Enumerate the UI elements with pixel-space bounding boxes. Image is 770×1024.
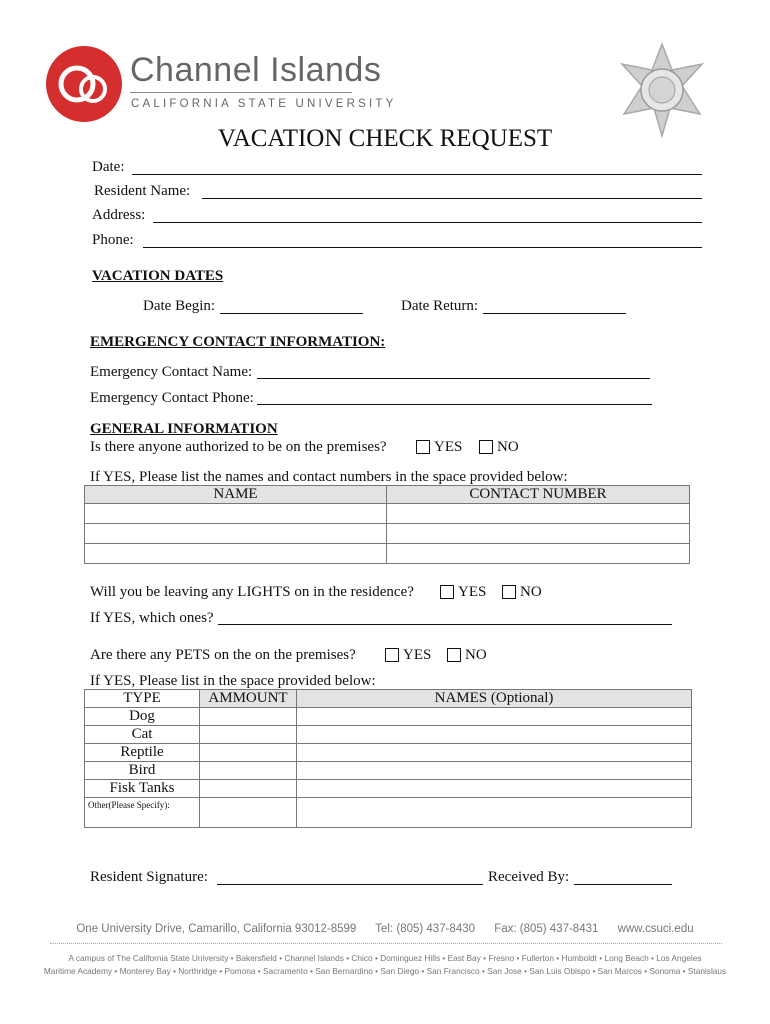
footer-tel: Tel: (805) 437-8430 [375, 923, 476, 935]
footer-website[interactable]: www.csuci.edu [617, 923, 694, 935]
table-row [85, 504, 690, 524]
col-amount-header: AMMOUNT [200, 690, 297, 708]
col-type-header: TYPE [85, 690, 200, 708]
lights-no-checkbox[interactable] [502, 585, 516, 599]
pet-type-cell: Reptile [85, 744, 200, 762]
names-cell[interactable] [297, 762, 692, 780]
emergency-heading: EMERGENCY CONTACT INFORMATION: [90, 334, 386, 350]
received-by-field[interactable] [574, 884, 672, 885]
resident-name-label: Resident Name: [94, 183, 191, 199]
col-name-header: NAME [85, 486, 387, 504]
amount-cell[interactable] [200, 708, 297, 726]
names-cell[interactable] [297, 780, 692, 798]
authorized-yes-checkbox[interactable] [416, 440, 430, 454]
names-cell[interactable] [297, 744, 692, 762]
table-row [85, 524, 690, 544]
vacation-dates-heading: VACATION DATES [92, 268, 224, 284]
date-begin-label: Date Begin: [143, 298, 216, 314]
authorized-no-label: NO [497, 439, 519, 455]
col-contact-header: CONTACT NUMBER [387, 486, 690, 504]
contact-cell[interactable] [387, 504, 690, 524]
pet-type-cell: Bird [85, 762, 200, 780]
amount-cell[interactable] [200, 726, 297, 744]
lights-which-label: If YES, which ones? [90, 610, 214, 626]
date-field[interactable] [132, 174, 702, 175]
form-title: VACATION CHECK REQUEST [217, 125, 553, 152]
table-row [85, 780, 692, 798]
authorized-yes-label: YES [434, 439, 463, 455]
phone-label: Phone: [92, 232, 134, 248]
emergency-phone-field[interactable] [257, 404, 652, 405]
pets-no-label: NO [465, 647, 487, 663]
emergency-phone-label: Emergency Contact Phone: [90, 390, 254, 406]
general-heading: GENERAL INFORMATION [90, 421, 278, 437]
signature-label: Resident Signature: [90, 869, 208, 885]
table-row [85, 744, 692, 762]
lights-which-field[interactable] [218, 624, 672, 625]
pets-yes-checkbox[interactable] [385, 648, 399, 662]
footer-divider [50, 943, 722, 944]
contact-cell[interactable] [387, 544, 690, 564]
name-cell[interactable] [85, 524, 387, 544]
contact-cell[interactable] [387, 524, 690, 544]
amount-cell[interactable] [200, 798, 297, 828]
name-cell[interactable] [85, 544, 387, 564]
pets-yes-label: YES [403, 647, 432, 663]
names-cell[interactable] [297, 798, 692, 828]
amount-cell[interactable] [200, 744, 297, 762]
date-return-label: Date Return: [401, 298, 479, 314]
phone-field[interactable] [143, 247, 702, 248]
pet-type-cell: Fisk Tanks [85, 780, 200, 798]
signature-field[interactable] [217, 884, 483, 885]
date-return-field[interactable] [483, 313, 626, 314]
pet-type-cell: Cat [85, 726, 200, 744]
authorized-persons-table [84, 485, 690, 564]
names-cell[interactable] [297, 708, 692, 726]
authorized-question: Is there anyone authorized to be on the premises? [90, 439, 387, 455]
lights-yes-label: YES [458, 584, 487, 600]
footer-address: One University Drive, Camarillo, California 93012-8599 [76, 923, 357, 935]
pet-type-cell: Dog [85, 708, 200, 726]
lights-yes-checkbox[interactable] [440, 585, 454, 599]
footer-fax: Fax: (805) 437-8431 [494, 923, 599, 935]
pets-question: Are there any PETS on the on the premises? [90, 647, 356, 663]
name-cell[interactable] [85, 504, 387, 524]
table-row [85, 762, 692, 780]
csu-logo [44, 44, 124, 124]
table-row [85, 544, 690, 564]
amount-cell[interactable] [200, 762, 297, 780]
pets-no-checkbox[interactable] [447, 648, 461, 662]
lights-no-label: NO [520, 584, 542, 600]
table-row [85, 726, 692, 744]
lights-question: Will you be leaving any LIGHTS on in the residence? [90, 584, 414, 600]
authorized-list-instructions: If YES, Please list the names and contact numbers in the space provided below: [90, 469, 568, 485]
col-names-header: NAMES (Optional) [297, 690, 692, 708]
pets-table [84, 689, 692, 828]
received-by-label: Received By: [488, 869, 570, 885]
authorized-no-checkbox[interactable] [479, 440, 493, 454]
logo-divider [130, 92, 352, 93]
date-begin-field[interactable] [220, 313, 363, 314]
table-row [85, 708, 692, 726]
footer-campuses-line1: A campus of The California State University • Bakersfield • Channel Islands • Chico • Dominguez Hills • East Bay • Fresno • Fullerton • Humboldt • Long Beach • Los Angeles [68, 953, 702, 963]
date-label: Date: [92, 159, 125, 175]
campus-name: Channel Islands [130, 51, 382, 89]
emergency-name-label: Emergency Contact Name: [90, 364, 253, 380]
pets-list-instructions: If YES, Please list in the space provided below: [90, 673, 376, 689]
names-cell[interactable] [297, 726, 692, 744]
address-label: Address: [92, 207, 146, 223]
emergency-name-field[interactable] [257, 378, 650, 379]
resident-name-field[interactable] [202, 198, 702, 199]
amount-cell[interactable] [200, 780, 297, 798]
address-field[interactable] [153, 222, 702, 223]
footer-campuses-line2: Maritime Academy • Monterey Bay • Northridge • Pomona • Sacramento • San Bernardino • San Diego • San Francisco • San Jose • San Luis Obispo • San Marcos • Sonoma • Stanislaus [43, 966, 727, 976]
table-row [85, 798, 692, 828]
footer-contact [0, 922, 770, 936]
university-name: CALIFORNIA STATE UNIVERSITY [131, 98, 397, 110]
pet-type-other-cell[interactable]: Other(Please Specify): [85, 798, 200, 828]
